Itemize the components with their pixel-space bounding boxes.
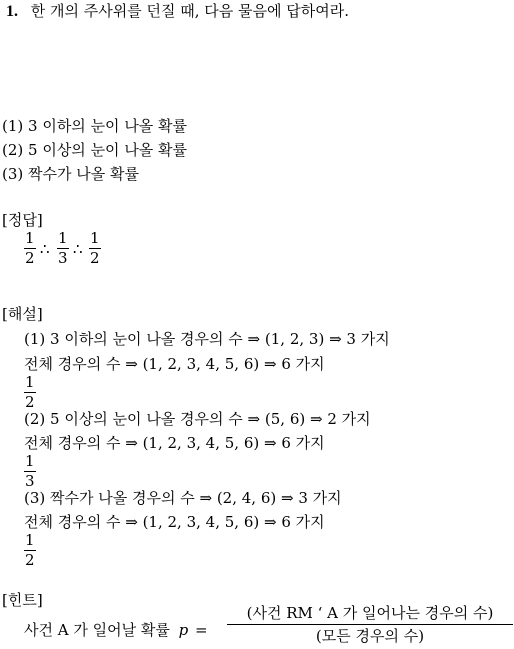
explanation-label: [해설] (2, 305, 43, 323)
therefore-symbol: ∴ (40, 240, 50, 258)
explanation-line-4: 전체 경우의 수 ⇒ (1, 2, 3, 4, 5, 6) ⇒ 6 가지 (24, 434, 325, 452)
hint-label: [힌트] (2, 591, 43, 609)
fraction-numerator: 1 (25, 531, 35, 549)
hint-statement (24, 621, 208, 639)
fraction-numerator: 1 (58, 229, 68, 247)
answer-fraction-1 (24, 230, 36, 266)
explanation-line-6: 전체 경우의 수 ⇒ (1, 2, 3, 4, 5, 6) ⇒ 6 가지 (24, 513, 325, 531)
probability-variable: p (178, 621, 189, 639)
answer-fraction-2 (57, 230, 69, 266)
fraction-numerator: 1 (25, 229, 35, 247)
hint-prefix: 사건 A 가 일어날 확률 (24, 621, 170, 639)
answer-label: [정답] (2, 211, 43, 229)
explanation-line-5: (3) 짝수가 나올 경우의 수 ⇒ (2, 4, 6) ⇒ 3 가지 (24, 489, 342, 507)
fraction-denominator: 3 (58, 249, 68, 267)
explanation-line-3: (2) 5 이상의 눈이 나올 경우의 수 ⇒ (5, 6) ⇒ 2 가지 (24, 410, 371, 428)
explanation-fraction-2 (24, 453, 36, 489)
fraction-denominator: 2 (90, 249, 100, 267)
fraction-numerator: 1 (25, 452, 35, 470)
therefore-symbol: ∴ (73, 240, 83, 258)
fraction-denominator: 2 (25, 249, 35, 267)
fraction-numerator: 1 (90, 229, 100, 247)
explanation-line-2: 전체 경우의 수 ⇒ (1, 2, 3, 4, 5, 6) ⇒ 6 가지 (24, 355, 325, 373)
explanation-fraction-1 (24, 374, 36, 410)
answer-fraction-3 (89, 230, 101, 266)
fraction-numerator: 1 (25, 373, 35, 391)
fraction-bar (227, 624, 513, 625)
explanation-fraction-3 (24, 532, 36, 568)
hint-fraction (227, 604, 513, 645)
question-number: 1. (6, 3, 18, 20)
explanation-line-1: (1) 3 이하의 눈이 나올 경우의 수 ⇒ (1, 2, 3) ⇒ 3 가지 (24, 330, 390, 348)
equals-sign: = (195, 621, 208, 639)
question-header (6, 2, 349, 21)
question-text: 한 개의 주사위를 던질 때, 다음 물음에 답하여라. (30, 2, 350, 20)
fraction-denominator: 3 (25, 472, 35, 490)
fraction-denominator: 2 (25, 393, 35, 411)
fraction-denominator: 2 (25, 551, 35, 569)
sub-question-1: (1) 3 이하의 눈이 나올 확률 (2, 117, 188, 135)
hint-numerator: (사건 RM ‘ A 가 일어나는 경우의 수) (246, 604, 494, 622)
hint-denominator: (모든 경우의 수) (315, 627, 425, 645)
sub-question-2: (2) 5 이상의 눈이 나올 확률 (2, 141, 188, 159)
sub-question-3: (3) 짝수가 나올 확률 (2, 165, 139, 183)
